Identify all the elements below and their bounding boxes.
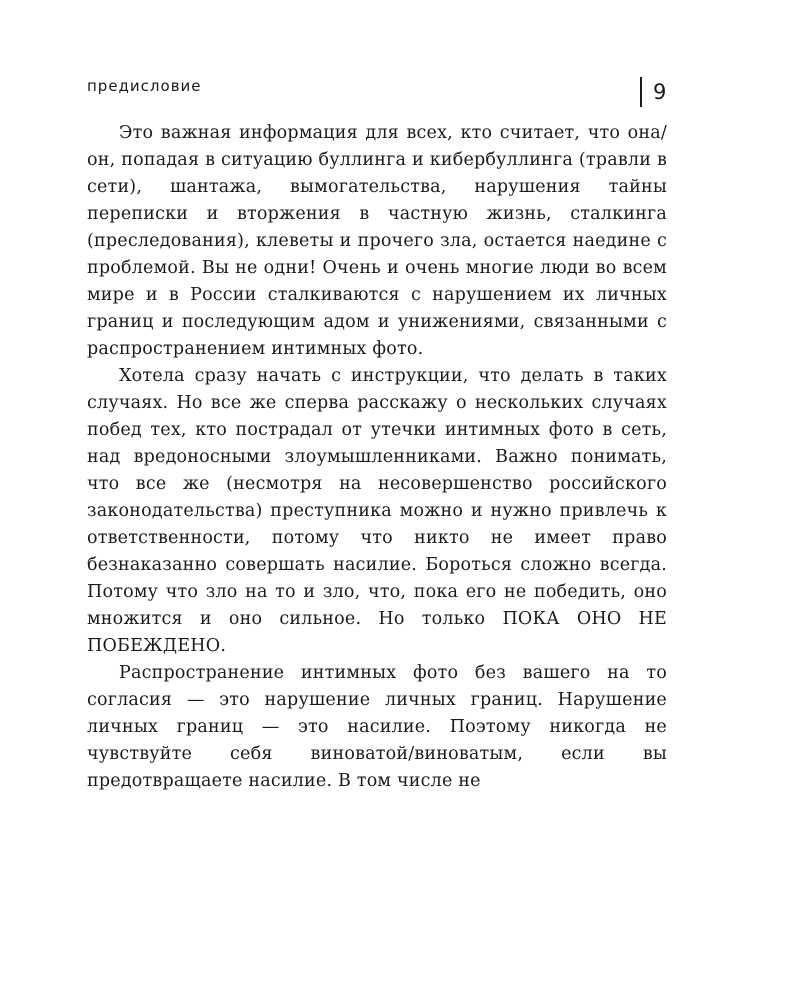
- paragraph: Распространение интимных фото без вашего на то согласия — это нарушение личных границ. Нарушение личных границ — это насилие. Поэтому никогда не чувствуйте себя виноватой/виноватым, если вы предотвращаете насилие. В том числе не: [87, 663, 667, 791]
- body-text: [87, 120, 667, 795]
- page-number: 9: [653, 80, 667, 104]
- paragraph: Это важная информация для всех, кто считает, что она/он, попадая в ситуацию буллинга и кибербуллинга (травли в сети), шантажа, вымогательства, нарушения тайны переписки и вторжения в частную жизнь, сталкинга (преследования), клеветы и прочего зла, остается наедине с проблемой. Вы не одни! Очень и очень многие люди во всем мире и в России сталкиваются с нарушением их личных границ и последующим адом и унижениями, связанными с распространением интимных фото.: [87, 123, 667, 359]
- paragraph: Хотела сразу начать с инструкции, что делать в таких случаях. Но все же сперва расскажу о нескольких случаях побед тех, кто пострадал от утечки интимных фото в сеть, над вредоносными злоумышленниками. Важно понимать, что все же (несмотря на несовершенство российского законодательства) преступника можно и нужно привлечь к ответственности, потому что никто не имеет право безнаказанно совершать насилие. Бороться сложно всегда. Потому что зло на то и зло, что, пока его не победить, оно множится и оно сильное. Но только ПОКА ОНО НЕ ПОБЕЖДЕНО.: [87, 366, 667, 656]
- running-head: предисловие: [87, 77, 202, 95]
- header-divider: [640, 77, 642, 107]
